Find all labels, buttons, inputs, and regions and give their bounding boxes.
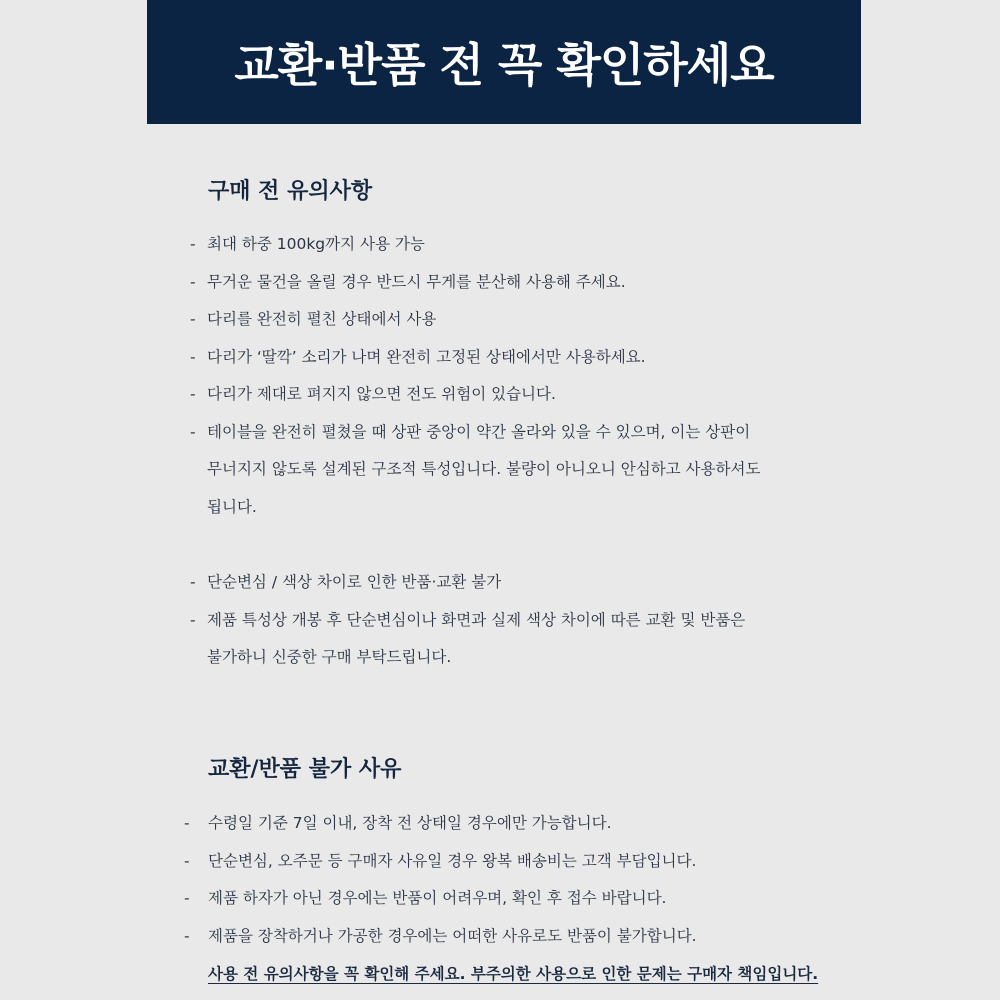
responsibility-notice: 사용 전 유의사항을 꼭 확인해 주세요. 부주의한 사용으로 인한 문제는 구매자 책임입니다. [208, 965, 819, 983]
list-item [184, 843, 697, 881]
list-item-text: 다리가 ‘딸깍’ 소리가 나며 완전히 고정된 상태에서만 사용하세요. [207, 347, 646, 366]
list-item-text: 다리를 완전히 펼친 상태에서 사용 [207, 310, 437, 328]
list-item-text: 무너지지 않도록 설계된 구조적 특성입니다. 불량이 아니오니 안심하고 사용하셔도 [207, 460, 761, 478]
list-item-text: 최대 하중 100kg까지 사용 가능 [207, 235, 425, 253]
list-item [190, 226, 760, 264]
list-item [190, 564, 760, 602]
list-item [190, 602, 760, 640]
bullet-dash: - [184, 889, 190, 907]
bullet-dash: - [184, 851, 190, 870]
bullet-dash: - [190, 310, 196, 328]
list-item-text: 수령일 기준 7일 이내, 장착 전 상태일 경우에만 가능합니다. [208, 814, 612, 832]
list-item-continuation [190, 639, 760, 677]
page-title: 교환·반품 전 꼭 확인하세요 [234, 38, 774, 92]
list-item-text: 제품을 장착하거나 가공한 경우에는 어떠한 사유로도 반품이 불가합니다. [208, 926, 697, 945]
bullet-dash: - [190, 610, 196, 629]
bullet-dash: - [184, 926, 190, 945]
list-item-text: 제품 하자가 아닌 경우에는 반품이 어려우며, 확인 후 접수 바랍니다. [208, 889, 667, 907]
bullet-dash: - [190, 573, 196, 591]
section-title-precautions: 구매 전 유의사항 [208, 179, 373, 204]
list-item-text: 무거운 물건을 올릴 경우 반드시 무게를 분산해 사용해 주세요. [207, 272, 626, 291]
list-item [190, 264, 760, 302]
list-item-text: 테이블을 완전히 펼쳤을 때 상판 중앙이 약간 올라와 있을 수 있으며, 이는 상판이 [207, 422, 751, 441]
list-item-continuation [190, 489, 760, 527]
list-item [184, 918, 697, 956]
section-title-no-return-reasons: 교환/반품 불가 사유 [208, 757, 402, 782]
list-item-text: 제품 특성상 개봉 후 단순변심이나 화면과 실제 색상 차이에 따른 교환 및 반품은 [207, 610, 746, 629]
list-item-text: 불가하니 신중한 구매 부탁드립니다. [207, 648, 452, 666]
list-item [190, 376, 760, 414]
list-item-text: 단순변심 / 색상 차이로 인한 반품·교환 불가 [207, 573, 502, 591]
list-item [184, 805, 697, 843]
bullet-dash: - [190, 272, 196, 291]
list-item-continuation [190, 451, 760, 489]
bullet-dash: - [184, 814, 190, 832]
bullet-dash: - [190, 422, 196, 441]
list-item [184, 880, 697, 918]
list-item-text: 단순변심, 오주문 등 구매자 사유일 경우 왕복 배송비는 고객 부담입니다. [208, 851, 697, 870]
bullet-dash: - [190, 347, 196, 366]
bullet-dash: - [190, 385, 196, 403]
precautions-list [190, 226, 760, 677]
list-item [190, 339, 760, 377]
bullet-dash: - [190, 235, 196, 253]
header-banner [147, 0, 861, 124]
no-return-reasons-list [184, 805, 697, 955]
list-item-text: 다리가 제대로 펴지지 않으면 전도 위험이 있습니다. [207, 385, 556, 403]
list-item [190, 414, 760, 452]
list-item [190, 301, 760, 339]
list-spacer [190, 526, 760, 564]
list-item-text: 됩니다. [207, 497, 257, 516]
